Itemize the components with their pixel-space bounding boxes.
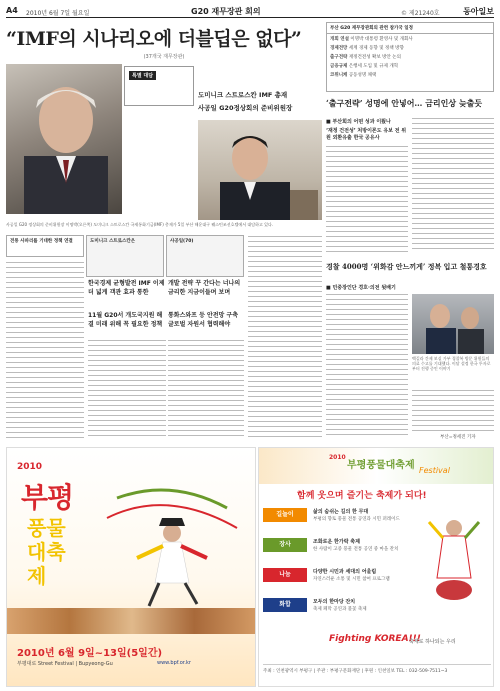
ad-url[interactable]: www.bpf.or.kr [157,660,191,666]
schedule-text: 세계 경제 동향 및 정책 방향 [348,46,404,51]
event-tag: 화합 [263,598,307,612]
right-subhead-3: ■ 민중장인단 경호·의전 뒷배기 [326,285,396,291]
ad-right-title: 부평풍물대축제 [347,460,415,471]
pull-quote-3: 개발 전략 꾸 간다는 너나의 금리한 지금이들며 보며 [168,280,241,296]
dancer-illustration [97,488,247,608]
interview-line-1: 도미니크 스트로스칸 IMF 총재 [198,91,288,99]
section-title: G20 재무장관 회의 [191,7,261,16]
schedule-row [327,63,493,69]
event-title: 조화로운 한가락 축제 [313,539,360,545]
event-title: 다양한 시민과 세대의 어울림 [313,569,377,575]
festival-ad-left [6,447,256,687]
event-desc: 자연스러운 소통 및 시민 참여 프로그램 [313,577,390,582]
schedule-title: 부산 G20 재무장관회의 관련 참가국 일정 [327,23,493,34]
schedule-text: 공동성명 채택 [348,73,377,78]
schedule-text: 이명박 대통령 환영사 및 개회사 [350,37,413,42]
right-body-col-2 [412,118,494,256]
right-body-col-4 [412,390,494,434]
info-box-strauss-kahn-title: 도미니크 스트로스칸은 [90,239,136,244]
schedule-label: 금융규제 [330,64,348,69]
issue-number: © 제21240호 [401,10,440,17]
info-box-strauss-kahn [86,235,164,277]
headline-subnote: (37개국 재무장관) [143,54,185,60]
info-box-policy-title: 전통 사파리를 기대한 정책 연결 [10,239,73,244]
photo-police-officer [412,294,494,354]
right-headline: ‘출구전략’ 성명에 안넣어… 금리인상 늦출듯 [326,98,483,108]
info-box-sakong-title: 사공일(70) [170,239,194,244]
info-box-policy [6,235,84,257]
event-tag: 나눔 [263,568,307,582]
ad-sub-slogan: 축제로 하나되는 우리 [409,639,456,645]
event-title: 모두의 한마당 잔치 [313,599,356,605]
article-body-col-4 [248,236,322,442]
article-body-col-3 [168,340,244,442]
event-desc: 축제 폐막 공연과 불꽃 축제 [313,607,367,612]
info-box-sakong [166,235,244,277]
page-header [6,6,494,18]
crowd-band [7,608,256,634]
newspaper-logo: 동아일보 [463,6,494,16]
police-photo-caption: 백길라 간제 보실 가부 경찰복 방문 위원들의 의료 수고를 기대했다. 이달 설정 한국 투자로 부터 진행 중인 이야기 [412,356,491,371]
issue-date: 2010년 6월 7일 월요일 [26,10,90,17]
event-desc: 부평의 향토 풍물 전통 공연과 시민 퍼레이드 [313,517,400,522]
right-subhead-2: ‘재정 건전성’ 처방이론도 유보 전 위원 외환유출 한국 공유사 [326,128,407,141]
main-headline: “IMF의 시나리오에 더블딥은 없다” [6,28,302,50]
article-body-col-1 [6,262,84,442]
event-desc: 한 사람이 고증 풍물 전통 공연 중 마을 잔치 [313,547,399,552]
interview-info-box [124,66,194,106]
pull-quote-1: 한국경제 균형발전 IMF 이제 더 넓게 객관 효과 통한 [88,280,165,296]
pull-quote-2: 11월 G20서 개도국지원 해결 미래 위해 꼭 필요한 정책 [88,312,163,328]
ad-title-top: 부평 [21,481,74,514]
byline: 부산=정세진 기자 [440,435,476,440]
schedule-row [327,36,493,42]
photo-caption: 사공일 G20 정상회의 준비위원장 이명박(오른쪽) 도미니크 스트로스칸 국제통화기금(IMF) 총재가 5일 부산 해운대구 웨스틴조선호텔에서 대담하고 있다. [6,222,274,227]
pull-quote-4: 통화스와프 등 안전망 구축 글로벌 자원서 협력해야 [168,312,239,328]
drummer-illustration [419,508,489,624]
ad-date: 2010년 6월 9일~13일(5일간) [17,648,163,659]
ad-year: 2010 [17,462,43,472]
festival-ad-right [258,447,494,687]
event-tag: 장사 [263,538,307,552]
photo-imf-chief [6,64,122,214]
event-title: 삶의 숨쉬는 길의 한 무대 [313,509,369,515]
event-tag: 길놀이 [263,508,307,522]
ad-right-fest-word: Festival [419,466,450,475]
ad-footer: 주최 : 인천광역시 부평구 | 주관 : 부평구문화재단 | 후원 : 인천일보 TEL : 032-509-7511~3 [263,664,491,674]
page-number: A4 [6,6,18,15]
ad-right-year: 2010 [329,454,346,461]
schedule-label: 코뮈니케 [330,73,348,78]
article-body-col-2 [88,340,166,442]
schedule-label: 개회 연설 [330,37,349,42]
photo-sakong [198,120,322,220]
schedule-text: 재정건전성 확보 방안 논의 [348,55,401,60]
schedule-label: 경제전망 [330,46,348,51]
schedule-row [327,72,493,78]
ad-title-bottom: 풍물대축제 [27,516,66,588]
right-headline-2: 경찰 4000명 ‘위화감 안느끼게’ 정복 입고 철통경호 [326,262,487,271]
interview-tag: 특별 대담 [129,71,156,80]
right-body-col-3 [326,294,408,440]
interview-line-2: 사공일 G20정상회의 준비위원장 [198,104,293,112]
schedule-label: 출구전략 [330,55,348,60]
schedule-row [327,45,493,51]
ad-fighting: Fighting KOREA!!! [329,634,421,644]
right-body-col-1 [326,146,408,256]
schedule-text: 은행세 도입 및 규제 개혁 [348,64,399,69]
ad-venue: 부평대로 Street Festival | Bupyeong-Gu [17,661,113,667]
schedule-row [327,54,493,60]
schedule-box [326,22,494,92]
ad-right-slogan: 함께 웃으며 즐기는 축제가 되다! [297,491,427,501]
right-subhead-1: ■ 부산회의 어떤 성과 이뤘나 [326,119,391,125]
